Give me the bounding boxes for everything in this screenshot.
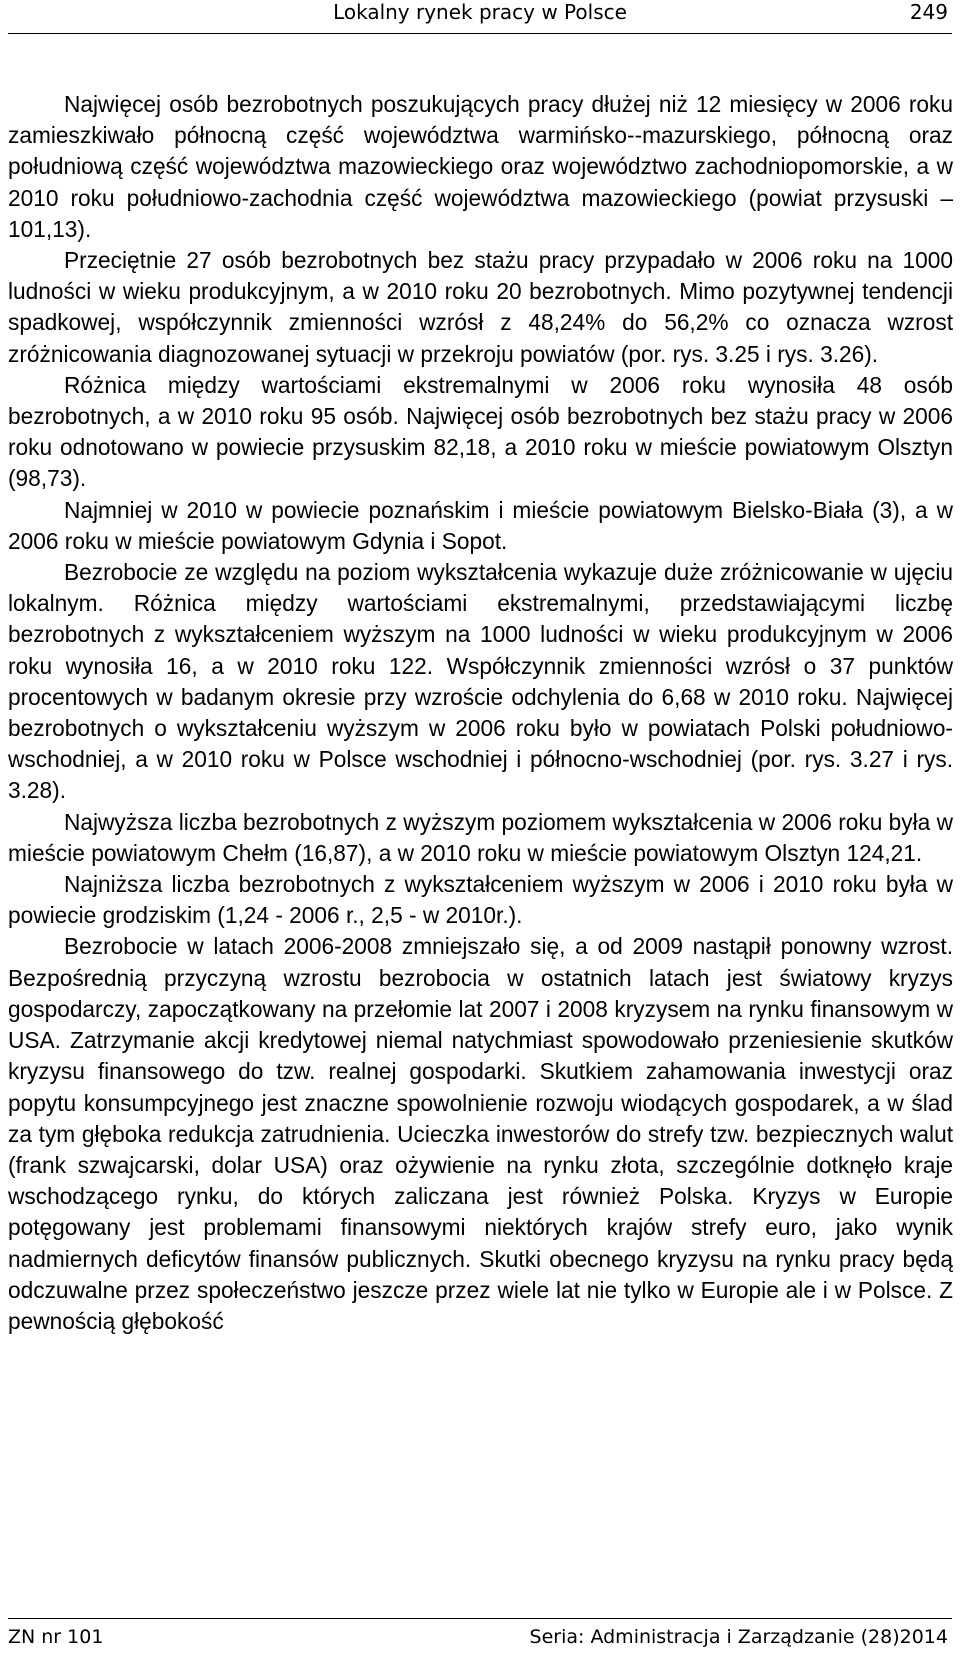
paragraph: Najniższa liczba bezrobotnych z wykształceniem wyższym w 2006 i 2010 roku była w powiecie grodziskim (1,24 - 2006 r., 2,5 - w 2010r.). — [8, 871, 953, 929]
running-header — [8, 0, 952, 34]
series-name: Seria: Administracja i Zarządzanie (28)2014 — [529, 1626, 948, 1648]
paragraph: Bezrobocie ze względu na poziom wykształcenia wykazuje duże zróżnicowanie w ujęciu lokalnym. Różnica między wartościami ekstremalnymi, przedstawiającymi liczbę bezrobotnych z wykształceniem wyższym na 1000 ludności w wieku produkcyjnym w 2006 roku wynosiła 16, a w 2010 roku 122. Współczynnik zmienności wzrósł o 37 punktów procentowych w badanym okresie przy wzroście odchylenia do 6,68 w 2010 roku. Najwięcej bezrobotnych o wykształceniu wyższym w 2006 roku było w powiatach Polski południowo-wschodniej, a w 2010 roku w Polsce wschodniej i północno-wschodniej (por. rys. 3.27 i rys. 3.28). — [8, 559, 953, 804]
page-number: 249 — [909, 0, 948, 24]
journal-issue: ZN nr 101 — [8, 1626, 104, 1648]
paragraph: Najwięcej osób bezrobotnych poszukujących pracy dłużej niż 12 miesięcy w 2006 roku zamieszkiwało północną część województwa warmińsko--mazurskiego, północną oraz południową część województwa mazowieckiego oraz województwo zachodniopomorskie, a w 2010 roku południowo-zachodnia część województwa mazowieckiego (powiat przysuski – 101,13). — [8, 91, 953, 242]
paragraph: Różnica między wartościami ekstremalnymi w 2006 roku wynosiła 48 osób bezrobotnych, a w 2010 roku 95 osób. Najwięcej osób bezrobotnych bez stażu pracy w 2006 roku odnotowano w powiecie przysuskim 82,18, a 2010 roku w mieście powiatowym Olsztyn (98,73). — [8, 371, 953, 492]
paragraph: Bezrobocie w latach 2006-2008 zmniejszało się, a od 2009 nastąpił ponowny wzrost. Bezpośrednią przyczyną wzrostu bezrobocia w ostatnich latach jest światowy kryzys gospodarczy, zapoczątkowany na przełomie lat 2007 i 2008 kryzysem na rynku finansowym w USA. Zatrzymanie akcji kredytowej niemal natychmiast spowodowało przeniesienie skutków kryzysu finansowego do tzw. realnej gospodarki. Skutkiem zahamowania inwestycji oraz popytu konsumpcyjnego jest znaczne spowolnienie rozwoju wiodących gospodarek, a w ślad za tym głęboka redukcja zatrudnienia. Ucieczka inwestorów do strefy tzw. bezpiecznych walut (frank szwajcarski, dolar USA) oraz ożywienie na rynku złota, szczególnie dotknęło kraje wschodzącego rynku, do których zaliczana jest również Polska. Kryzys w Europie potęgowany jest problemami finansowymi niektórych krajów strefy euro, jako wynik nadmiernych deficytów finansów publicznych. Skutki obecnego kryzysu na rynku pracy będą odczuwalne przez społeczeństwo jeszcze przez wiele lat nie tylko w Europie ale i w Polsce. Z pewnością głębokość — [8, 933, 953, 1334]
running-footer — [8, 1618, 952, 1653]
paragraph: Najmniej w 2010 w powiecie poznańskim i mieście powiatowym Bielsko-Biała (3), a w 2006 roku w mieście powiatowym Gdynia i Sopot. — [8, 496, 953, 554]
paragraph: Przeciętnie 27 osób bezrobotnych bez stażu pracy przypadało w 2006 roku na 1000 ludności w wieku produkcyjnym, a w 2010 roku 20 bezrobotnych. Mimo pozytywnej tendencji spadkowej, współczynnik zmienności wzrósł z 48,24% do 56,2% co oznacza wzrost zróżnicowania diagnozowanej sytuacji w przekroju powiatów (por. rys. 3.25 i rys. 3.26). — [8, 247, 953, 367]
running-header-title: Lokalny rynek pracy w Polsce — [333, 0, 627, 24]
body-text — [8, 89, 953, 1337]
paragraph: Najwyższa liczba bezrobotnych z wyższym poziomem wykształcenia w 2006 roku była w mieście powiatowym Chełm (16,87), a w 2010 roku w mieście powiatowym Olsztyn 124,21. — [8, 808, 953, 866]
